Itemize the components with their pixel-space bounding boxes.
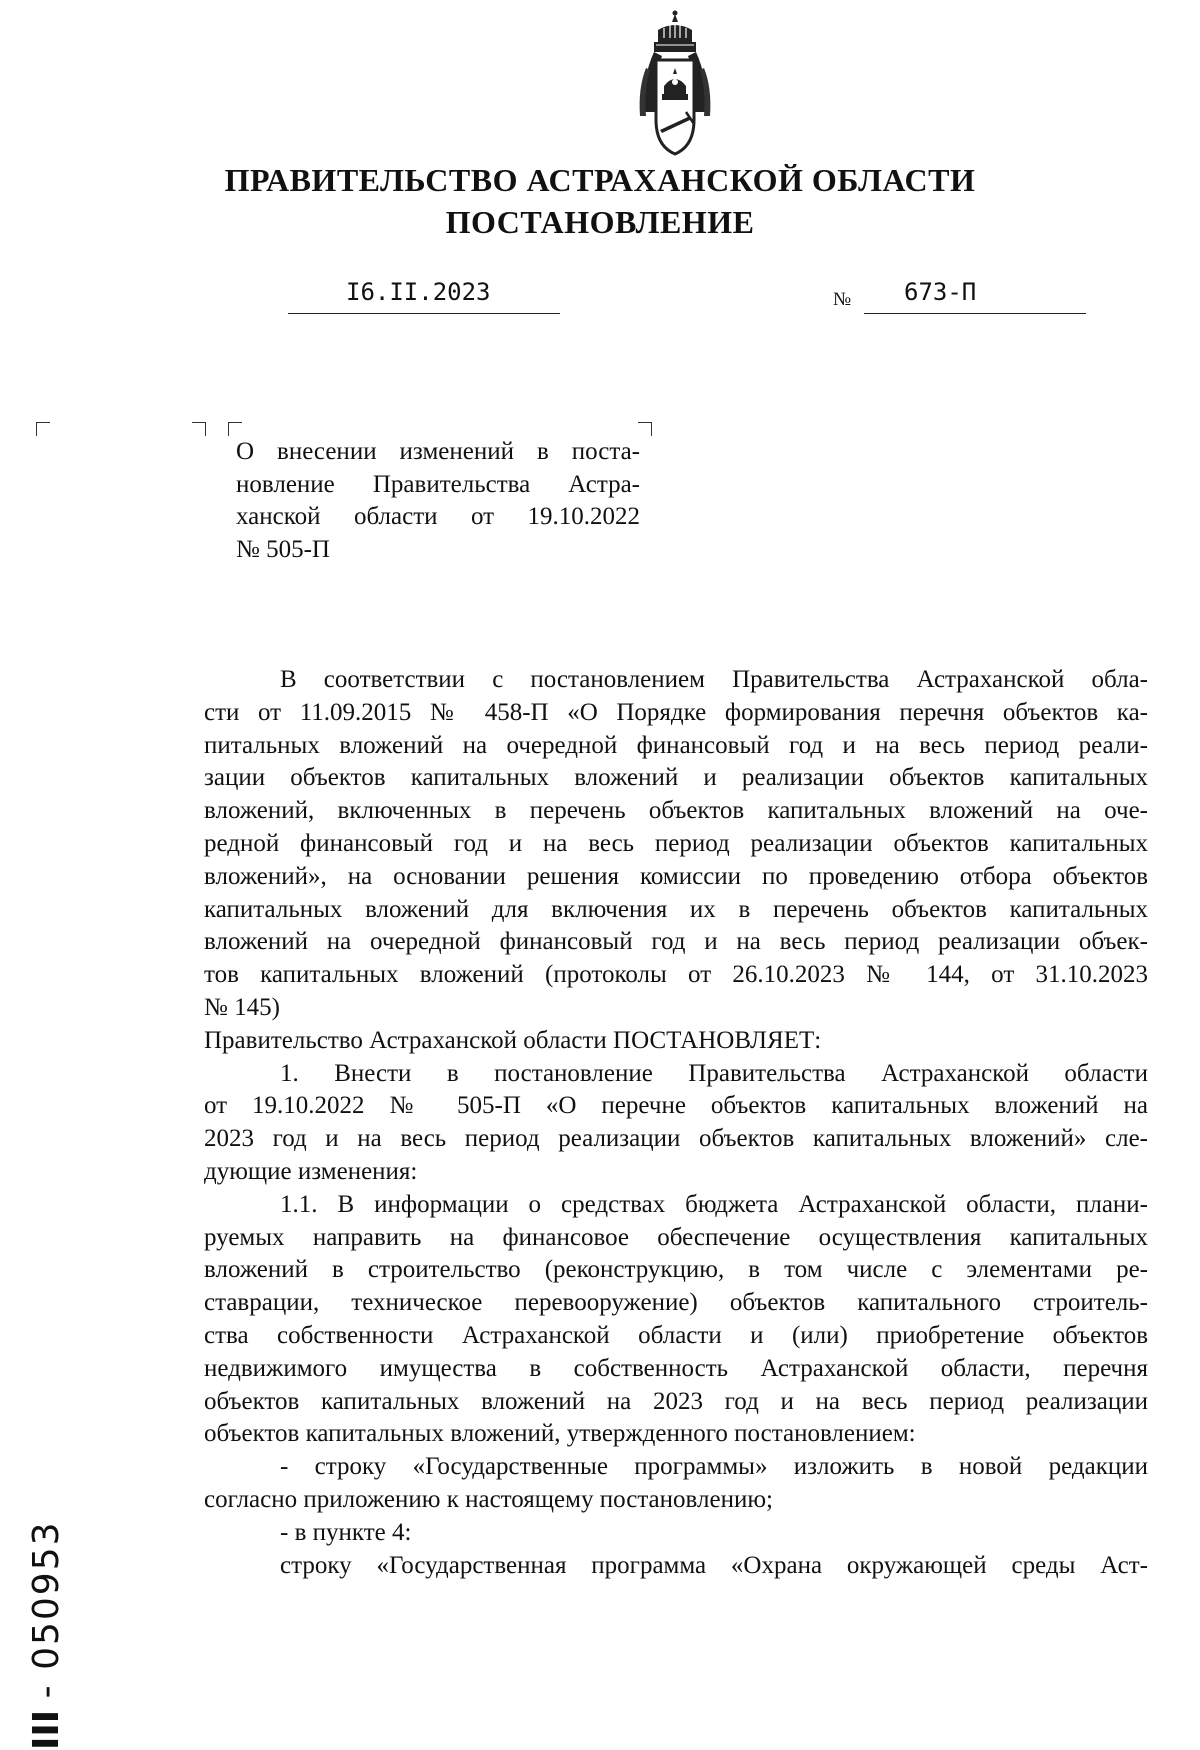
body-line: капитальных вложений для включения их в перечень объектов капитальных [204, 895, 1148, 923]
body-line: объектов капитальных вложений на 2023 год и на весь период реализации [204, 1387, 1148, 1415]
body-line: вложений, включенных в перечень объектов капитальных вложений на оче- [204, 797, 1148, 825]
coat-of-arms-emblem [634, 8, 716, 164]
document-date: I6.II.2023 [346, 278, 491, 306]
body-line: В соответствии с постановлением Правительства Астраханской обла- [280, 666, 1148, 693]
body-line: - строку «Государственные программы» изложить в новой редакции [280, 1453, 1148, 1481]
document-type-title: ПОСТАНОВЛЕНИЕ [445, 204, 755, 240]
document-body [204, 664, 1148, 1582]
body-line: Правительство Астраханской области ПОСТАНОВЛЯЕТ: [204, 1026, 822, 1054]
subject-line: новление Правительства Астра- [236, 470, 640, 498]
body-line: тов капитальных вложений (протоколы от 26.10.2023 № 144, от 31.10.2023 [204, 961, 1148, 989]
serial-prefix: III [26, 1709, 67, 1750]
document-number: 673-П [904, 278, 977, 306]
body-line: дующие изменения: [204, 1157, 418, 1185]
body-line: № 145) [204, 993, 280, 1021]
body-line: - в пункте 4: [280, 1518, 412, 1546]
document-subject [236, 436, 640, 566]
body-line: согласно приложению к настоящему постановлению; [204, 1485, 773, 1513]
document-date-field [288, 278, 560, 314]
body-line: 1. Внести в постановление Правительства Астраханской области [280, 1059, 1148, 1087]
subject-line: ханской области от 19.10.2022 [236, 503, 640, 530]
body-line: от 19.10.2022 № 505-П «О перечне объектов капитальных вложений на [204, 1092, 1148, 1120]
document-number-field [864, 278, 1086, 314]
body-line: вложений в строительство (реконструкцию, в том числе с элементами ре- [204, 1256, 1148, 1284]
serial-number-stamp [22, 1370, 72, 1750]
body-line: строку «Государственная программа «Охрана окружающей среды Аст- [280, 1551, 1148, 1579]
corner-mark-left-end [192, 422, 206, 436]
body-line: руемых направить на финансовое обеспечение осуществления капитальных [204, 1223, 1148, 1251]
body-line: сти от 11.09.2015 № 458-П «О Порядке формирования перечня объектов ка- [204, 698, 1148, 726]
body-line: ставрации, техническое перевооружение) объектов капитального строитель- [204, 1289, 1148, 1317]
corner-mark-left [36, 422, 50, 436]
subject-line: О внесении изменений в поста- [236, 438, 640, 465]
serial-code: - 050953 [26, 1520, 67, 1699]
subject-bracket-close [638, 422, 652, 436]
body-line: зации объектов капитальных вложений и реализации объектов капитальных [204, 764, 1148, 792]
number-sign: № [833, 289, 852, 310]
subject-bracket-open [228, 422, 242, 436]
body-line: объектов капитальных вложений, утвержденного постановлением: [204, 1420, 916, 1448]
body-line: 1.1. В информации о средствах бюджета Астраханской области, плани- [280, 1190, 1148, 1218]
body-line: вложений на очередной финансовый год и на весь период реализации объек- [204, 928, 1148, 956]
body-line: 2023 год и на весь период реализации объектов капитальных вложений» сле- [204, 1125, 1148, 1153]
government-title: ПРАВИТЕЛЬСТВО АСТРАХАНСКОЙ ОБЛАСТИ [224, 162, 976, 198]
body-line: вложений», на основании решения комиссии по проведению отбора объектов [204, 862, 1148, 890]
body-line: недвижимого имущества в собственность Астраханской области, перечня [204, 1354, 1148, 1382]
subject-line: № 505-П [236, 535, 330, 563]
body-line: редной финансовый год и на весь период реализации объектов капитальных [204, 829, 1148, 857]
body-line: питальных вложений на очередной финансовый год и на весь период реали- [204, 731, 1148, 759]
body-line: ства собственности Астраханской области и (или) приобретение объектов [204, 1321, 1148, 1349]
